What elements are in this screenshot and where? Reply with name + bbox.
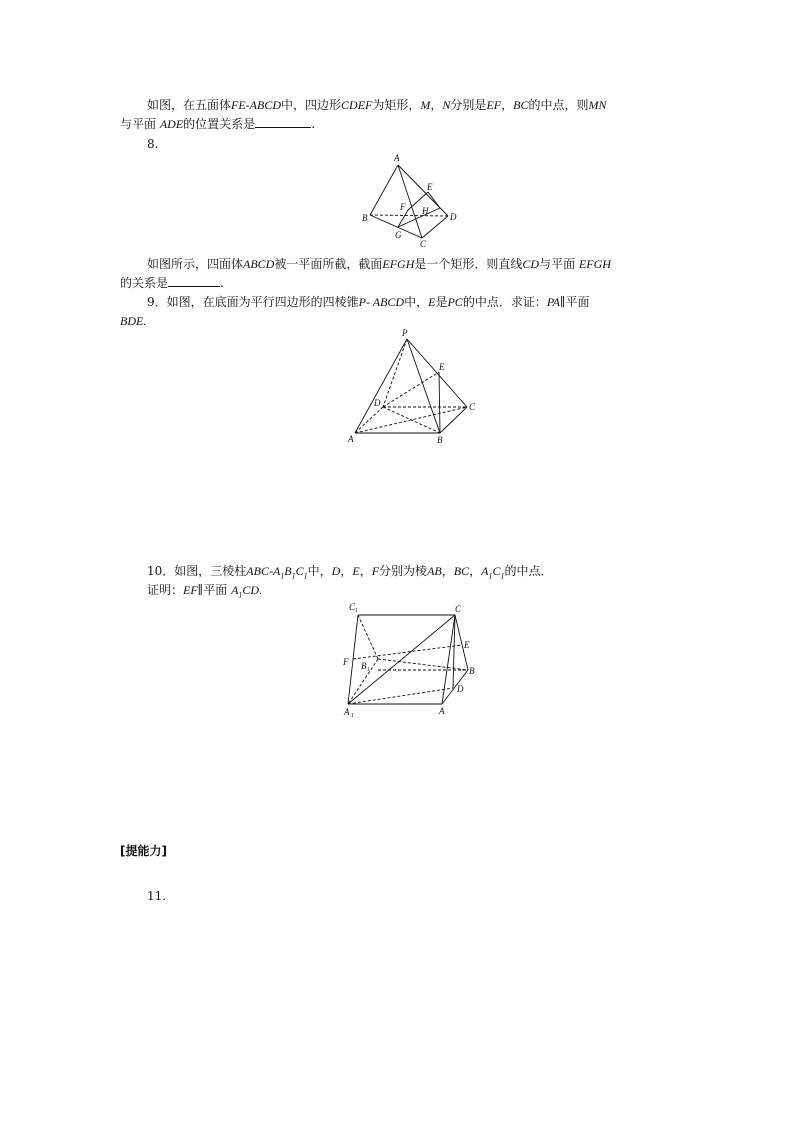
q10-text: ，: [359, 564, 372, 578]
q8-text: 是一个矩形．则直线: [414, 257, 523, 271]
q10-plane: CD.: [242, 583, 263, 597]
answer-blank[interactable]: [255, 116, 311, 128]
q10-text: 的中点．: [504, 564, 553, 578]
q8-text: 如图所示，四面体: [147, 257, 244, 271]
q8-line1: [147, 256, 611, 272]
label-a1: A: [344, 707, 350, 717]
q10-text: ，: [469, 564, 482, 578]
q9-text: 中，: [404, 295, 429, 309]
label-a: A: [439, 706, 445, 716]
q7-text: 如图，在五面体: [147, 98, 232, 112]
q7-line1: [147, 97, 606, 113]
label-f: F: [343, 657, 349, 667]
label-f: F: [400, 202, 406, 212]
q10-solid-name: C: [295, 564, 304, 578]
q7-text: 的中点，则: [528, 98, 589, 112]
q8-line-cd: CD: [522, 257, 540, 271]
label-b: B: [469, 666, 475, 676]
pyramid-figure: [345, 325, 480, 445]
q10-text: 分别为棱: [379, 564, 428, 578]
label-c: C: [469, 402, 476, 412]
q7-point-m: M: [420, 98, 431, 112]
q7-text: 与平面: [120, 117, 157, 131]
q10-point-d: D: [331, 564, 341, 578]
label-c: C: [420, 239, 427, 249]
q9-point-e: E: [428, 295, 436, 309]
q9-text: 9．如图，在底面为平行四边形的四棱锥: [147, 295, 359, 309]
q10-point-f: F: [371, 564, 380, 578]
q8-text: 的关系是: [120, 276, 169, 290]
q10-line2: [147, 582, 262, 603]
q7-text: .: [311, 117, 316, 131]
q7-plane-ade: ADE: [159, 117, 184, 131]
label-h: H: [422, 206, 429, 216]
prism-figure: [340, 598, 485, 720]
label-e: E: [427, 182, 433, 192]
q10-edge-bc: BC: [453, 564, 470, 578]
q9-text: 平面: [565, 295, 590, 309]
section-heading: [提能力]: [120, 844, 167, 858]
answer-blank[interactable]: [168, 275, 220, 287]
q9-solid-name: P- ABCD: [358, 295, 405, 309]
q7-text: 的位置关系是: [183, 117, 256, 131]
q8-line2: [120, 275, 224, 291]
q9-line-pa: PA∥: [546, 295, 566, 309]
q10-text: 证明：: [147, 583, 184, 597]
q8-text: .: [220, 276, 224, 290]
label-d: D: [374, 398, 381, 408]
q7-seg-ef: EF: [486, 98, 502, 112]
label-c1-sub: 1: [355, 608, 358, 614]
q10-text: ，: [340, 564, 353, 578]
q8-text: 与平面: [539, 257, 576, 271]
q10-edge-ab: AB: [427, 564, 442, 578]
q10-text: 平面: [203, 583, 228, 597]
q10-subscript: 1: [280, 571, 285, 581]
q7-solid-name: FE-ABCD: [231, 98, 282, 112]
label-a1-sub: 1: [351, 713, 354, 719]
q8-solid-name: ABCD: [243, 257, 275, 271]
q10-edge-a1c1: A: [481, 564, 489, 578]
label-d: D: [457, 684, 464, 694]
q9-line1: [147, 294, 590, 310]
q10-edge-a1c1: C: [492, 564, 501, 578]
label-e: E: [464, 640, 470, 650]
q7-text: ，: [501, 98, 514, 112]
q10-subscript: 1: [488, 571, 493, 581]
label-b: B: [362, 213, 368, 223]
q10-solid-name: B: [284, 564, 292, 578]
q7-seg-mn: MN: [588, 98, 607, 112]
label-p: P: [402, 328, 408, 338]
q8-number: 8.: [147, 137, 159, 151]
q10-plane: A: [231, 583, 239, 597]
q7-text: 为矩形，: [372, 98, 421, 112]
q7-text: 中，四边形: [281, 98, 342, 112]
tetrahedron-figure: [360, 150, 470, 250]
label-c1: C: [349, 602, 356, 612]
label-b1: B: [361, 661, 367, 671]
q9-seg-pc: PC: [447, 295, 463, 309]
q10-subscript: 1: [238, 590, 243, 600]
q10-point-e: E: [352, 564, 360, 578]
q9-text: 是: [435, 295, 448, 309]
q7-point-n: N: [442, 98, 451, 112]
q10-text: ，: [441, 564, 454, 578]
q7-line2: [120, 116, 315, 132]
q8-section-name: EFGH: [382, 257, 415, 271]
label-a: A: [394, 153, 400, 163]
q7-seg-bc: BC: [513, 98, 529, 112]
q10-text: 中，: [307, 564, 332, 578]
label-g: G: [395, 230, 402, 240]
label-b1-sub: 1: [367, 667, 370, 673]
label-e: E: [439, 362, 445, 372]
q10-subscript: 1: [303, 571, 308, 581]
q8-text: 被一平面所截，截面: [274, 257, 383, 271]
q10-subscript: 1: [291, 571, 296, 581]
label-c: C: [455, 604, 462, 614]
q10-solid-name: ABC-A: [246, 564, 281, 578]
q8-plane-efgh: EFGH: [578, 257, 611, 271]
q10-text: 10．如图，三棱柱: [147, 564, 247, 578]
q10-line-ef: EF∥: [183, 583, 204, 597]
q10-subscript: 1: [500, 571, 505, 581]
q7-text: 分别是: [450, 98, 487, 112]
q7-rect-name: CDEF: [341, 98, 373, 112]
label-a: A: [348, 434, 354, 444]
q9-text: 的中点．求证：: [462, 295, 547, 309]
label-b: B: [437, 435, 443, 445]
q7-text: ，: [430, 98, 443, 112]
q11-number: 11.: [147, 889, 167, 903]
label-d: D: [450, 212, 457, 222]
q9-line2: BDE.: [120, 314, 147, 328]
